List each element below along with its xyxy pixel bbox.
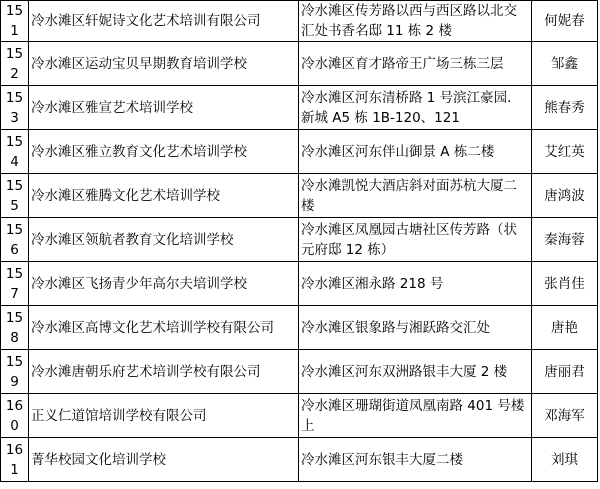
table-row (1, 394, 598, 438)
contact-person: 艾红英 (532, 130, 598, 174)
school-address: 冷水滩区河东伴山御景 A 栋二楼 (299, 130, 532, 174)
row-number: 158 (1, 306, 29, 350)
table-row (1, 306, 598, 350)
school-address: 冷水滩凯悦大酒店斜对面苏杭大厦二楼 (299, 174, 532, 218)
school-address: 冷水滩区凤凰园古塘社区传芳路（状元府邸 12 栋） (299, 218, 532, 262)
table-row (1, 130, 598, 174)
row-number: 154 (1, 130, 29, 174)
contact-person: 邓海军 (532, 394, 598, 438)
school-address: 冷水滩区银象路与湘跃路交汇处 (299, 306, 532, 350)
table-row (1, 350, 598, 394)
row-number: 153 (1, 86, 29, 130)
table-row (1, 438, 598, 482)
school-name: 冷水滩唐朝乐府艺术培训学校有限公司 (29, 350, 299, 394)
table-row (1, 262, 598, 306)
row-number: 155 (1, 174, 29, 218)
school-address: 冷水滩区湘永路 218 号 (299, 262, 532, 306)
contact-person: 熊春秀 (532, 86, 598, 130)
school-name: 冷水滩区飞扬青少年高尔夫培训学校 (29, 262, 299, 306)
school-name: 冷水滩区运动宝贝早期教育培训学校 (29, 42, 299, 86)
school-name: 冷水滩区雅宣艺术培训学校 (29, 86, 299, 130)
row-number: 151 (1, 1, 29, 42)
contact-person: 唐艳 (532, 306, 598, 350)
table-row (1, 1, 598, 42)
school-name: 冷水滩区高博文化艺术培训学校有限公司 (29, 306, 299, 350)
school-name: 冷水滩区轩妮诗文化艺术培训有限公司 (29, 1, 299, 42)
contact-person: 秦海蓉 (532, 218, 598, 262)
contact-person: 张肖佳 (532, 262, 598, 306)
table-row (1, 218, 598, 262)
row-number: 161 (1, 438, 29, 482)
table-row (1, 42, 598, 86)
school-name: 菁华校园文化培训学校 (29, 438, 299, 482)
row-number: 152 (1, 42, 29, 86)
contact-person: 唐丽君 (532, 350, 598, 394)
row-number: 156 (1, 218, 29, 262)
school-address: 冷水滩区育才路帝王广场三栋三层 (299, 42, 532, 86)
school-name: 冷水滩区雅立教育文化艺术培训学校 (29, 130, 299, 174)
table-row (1, 174, 598, 218)
school-address: 冷水滩区河东银丰大厦二楼 (299, 438, 532, 482)
school-address: 冷水滩区河东双洲路银丰大厦 2 楼 (299, 350, 532, 394)
contact-person: 唐鸿波 (532, 174, 598, 218)
school-address: 冷水滩区珊瑚街道凤凰南路 401 号楼上 (299, 394, 532, 438)
contact-person: 邹鑫 (532, 42, 598, 86)
school-name: 正义仁道馆培训学校有限公司 (29, 394, 299, 438)
row-number: 159 (1, 350, 29, 394)
school-address: 冷水滩区河东清桥路 1 号滨江豪园．新城 A5 栋 1B-120、121 (299, 86, 532, 130)
school-address: 冷水滩区传芳路以西与西区路以北交汇处书香名邸 11 栋 2 楼 (299, 1, 532, 42)
school-name: 冷水滩区领航者教育文化培训学校 (29, 218, 299, 262)
school-name: 冷水滩区雅腾文化艺术培训学校 (29, 174, 299, 218)
row-number: 160 (1, 394, 29, 438)
row-number: 157 (1, 262, 29, 306)
table-row (1, 86, 598, 130)
contact-person: 何妮春 (532, 1, 598, 42)
contact-person: 刘琪 (532, 438, 598, 482)
